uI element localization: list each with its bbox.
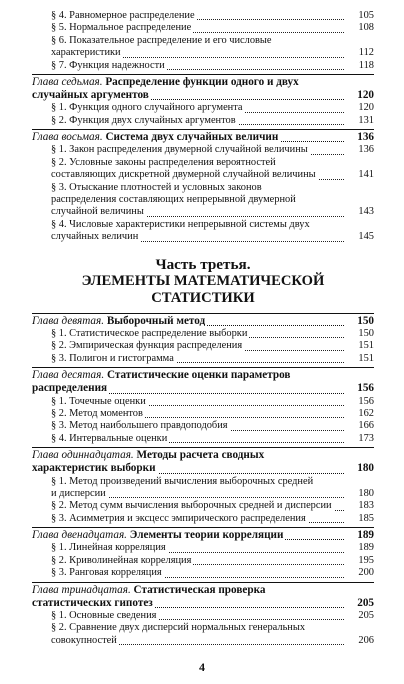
entry-title-line: § 3. Метод наибольшего правдоподобия <box>51 420 228 432</box>
entry-title-line: случайных аргументов <box>32 89 149 102</box>
chapter-label: Глава одиннадцатая. <box>32 449 134 462</box>
entry-title <box>32 131 280 143</box>
toc-chapter-entry <box>32 131 374 144</box>
part-number: Часть третья. <box>155 255 251 273</box>
page-ref: 185 <box>358 512 374 524</box>
entry-title <box>51 420 230 431</box>
entry-title <box>51 476 374 499</box>
page-ref: 173 <box>358 432 374 444</box>
entry-title <box>51 396 148 407</box>
page-ref: 108 <box>358 22 374 34</box>
entry-title <box>32 449 264 474</box>
entry-title-line: § 3. Полигон и гистограмма <box>51 352 174 364</box>
entry-title-line: составляющих дискретной двумерной случайной величины <box>51 169 316 181</box>
page-ref: 166 <box>358 420 374 432</box>
toc-chapter-entry <box>32 315 374 328</box>
toc-section-entry <box>32 353 374 365</box>
entry-title-line: § 2. Функция двух случайных аргументов <box>51 114 236 126</box>
toc-section-entry <box>32 102 374 114</box>
page-ref: 150 <box>357 314 374 327</box>
toc-section-entry <box>32 340 374 352</box>
page-ref: 205 <box>358 610 374 622</box>
entry-title-line: Распределение функции одного и двух <box>105 76 299 89</box>
page-ref: 189 <box>357 529 374 542</box>
page-ref: 151 <box>358 352 374 364</box>
page-ref: 112 <box>358 47 374 59</box>
page-ref: 180 <box>357 462 374 475</box>
toc-section-entry <box>32 182 374 219</box>
entry-title <box>51 115 238 126</box>
entry-title-line: § 3. Ранговая корреляция <box>51 567 162 579</box>
page-ref: 105 <box>358 10 374 21</box>
toc-block-ch11 <box>32 449 374 525</box>
entry-title <box>51 433 169 444</box>
entry-title <box>51 500 334 511</box>
page-ref: 180 <box>358 487 374 499</box>
toc-chapter-entry <box>32 529 374 542</box>
entry-title-line: § 2. Метод сумм вычисления выборочных средней и дисперсии <box>51 500 332 512</box>
entry-title-line: § 5. Нормальное распределение <box>51 22 192 34</box>
toc-section-entry <box>32 622 374 647</box>
entry-title-line: совокупностей <box>51 634 117 646</box>
entry-title-line: § 4. Равномерное распределение <box>51 10 195 21</box>
toc-block-ch6-tail <box>32 10 374 72</box>
entry-title <box>51 182 374 218</box>
toc-section-entry <box>32 219 374 244</box>
entry-title-line: § 2. Сравнение двух дисперсий нормальных генеральных <box>51 622 306 634</box>
entry-title <box>51 353 176 364</box>
chapter-label: Глава тринадцатая. <box>32 583 131 596</box>
entry-title-line: § 6. Показательное распределение и его числовые <box>51 34 272 46</box>
entry-title-line: § 1. Закон распределения двумерной случайной величины <box>51 144 308 156</box>
entry-title-line: распределения <box>32 382 108 395</box>
divider <box>32 447 374 448</box>
toc-section-entry <box>32 433 374 445</box>
entry-title <box>51 622 374 645</box>
entry-title-line: § 1. Линейная корреляция <box>51 542 166 554</box>
entry-title <box>51 610 158 621</box>
toc-block-ch10 <box>32 369 374 445</box>
toc-chapter-entry <box>32 76 374 102</box>
page-ref: 156 <box>357 382 374 395</box>
entry-title <box>51 340 244 351</box>
page-ref: 136 <box>358 144 374 156</box>
toc-chapter-entry <box>32 584 374 610</box>
entry-title <box>51 219 374 242</box>
entry-title-line: Статистическая проверка <box>133 583 266 596</box>
entry-title <box>32 315 207 327</box>
page-ref: 205 <box>357 596 374 609</box>
toc-section-entry <box>32 513 374 525</box>
entry-title <box>51 157 374 180</box>
entry-title-line: § 2. Метод моментов <box>51 407 143 419</box>
entry-title-line: § 1. Функция одного случайного аргумента <box>51 102 243 114</box>
entry-title-line: § 7. Функция надежности <box>51 59 165 71</box>
entry-title <box>51 555 193 566</box>
entry-title <box>51 102 245 113</box>
toc-block-ch12 <box>32 529 374 579</box>
entry-title <box>32 584 265 609</box>
entry-title-line: § 4. Числовые характеристики непрерывной системы двух <box>51 218 310 230</box>
page-ref: 206 <box>358 634 374 646</box>
entry-title-line: Методы расчета сводных <box>136 449 265 462</box>
entry-title-line: характеристики <box>51 47 121 59</box>
entry-title <box>51 408 145 419</box>
toc-section-entry <box>32 60 374 72</box>
entry-title-line: характеристик выборки <box>32 462 156 475</box>
toc-block-ch8 <box>32 131 374 243</box>
toc-section-entry <box>32 500 374 512</box>
toc-section-entry <box>32 476 374 501</box>
page-ref: 183 <box>358 500 374 512</box>
page-number: 4 <box>199 660 205 674</box>
page-ref: 156 <box>358 395 374 407</box>
entry-title <box>51 10 197 21</box>
entry-title-line: § 1. Статистическое распределение выборки <box>51 327 248 339</box>
page-ref: 162 <box>358 407 374 419</box>
chapter-label: Глава десятая. <box>32 369 105 382</box>
page-ref: 120 <box>358 102 374 114</box>
toc-section-entry <box>32 555 374 567</box>
toc-section-entry <box>32 157 374 182</box>
entry-title <box>32 369 290 394</box>
page-ref: 136 <box>357 131 374 144</box>
toc-section-entry <box>32 10 374 22</box>
divider <box>32 74 374 75</box>
entry-title-line: § 3. Асимметрия и эксцесс эмпирического распределения <box>51 512 306 524</box>
entry-title-line: случайных величин <box>51 231 139 243</box>
entry-title-line: § 1. Основные сведения <box>51 610 157 622</box>
divider <box>32 582 374 583</box>
entry-title <box>51 567 164 578</box>
entry-title-line: и дисперсии <box>51 487 106 499</box>
entry-title-line: § 2. Криволинейная корреляция <box>51 554 192 566</box>
entry-title-line: § 3. Отыскание плотностей и условных законов <box>51 181 262 193</box>
entry-title <box>51 513 308 524</box>
toc-section-entry <box>32 420 374 432</box>
entry-title-line: § 2. Условные законы распределения вероятностей <box>51 156 276 168</box>
entry-title <box>51 35 374 58</box>
page-ref: 200 <box>358 567 374 579</box>
page-ref: 151 <box>358 340 374 352</box>
divider <box>32 367 374 368</box>
toc-block-ch9 <box>32 315 374 365</box>
entry-title <box>51 144 310 155</box>
entry-title-line: Статистические оценки параметров <box>106 369 291 382</box>
toc-section-entry <box>32 144 374 156</box>
entry-title <box>51 542 168 553</box>
page-ref: 150 <box>358 327 374 339</box>
chapter-label: Глава седьмая. <box>32 76 103 89</box>
page-ref: 131 <box>358 114 374 126</box>
toc-section-entry <box>32 115 374 127</box>
page-ref: 120 <box>357 89 374 102</box>
entry-title-line: § 1. Точечные оценки <box>51 395 146 407</box>
toc-chapter-entry <box>32 369 374 395</box>
part-title: ЭЛЕМЕНТЫ МАТЕМАТИЧЕСКОЙ СТАТИСТИКИ <box>81 272 325 306</box>
toc-section-entry <box>32 542 374 554</box>
toc-chapter-entry <box>32 449 374 475</box>
entry-title-line: Элементы теории корреляции <box>129 529 284 542</box>
page-ref: 143 <box>358 206 374 218</box>
entry-title-line: распределения составляющих непрерывной двумерной <box>51 194 296 206</box>
entry-title-line: случайной величины <box>51 206 144 218</box>
toc-section-entry <box>32 22 374 34</box>
entry-title <box>32 76 299 101</box>
toc-section-entry <box>32 328 374 340</box>
chapter-label: Глава восьмая. <box>32 131 103 144</box>
page-ref: 145 <box>358 231 374 243</box>
entry-title <box>51 22 193 33</box>
entry-title <box>32 529 285 541</box>
page-ref: 189 <box>358 542 374 554</box>
page-ref: 118 <box>358 59 374 71</box>
entry-title-line: § 2. Эмпирическая функция распределения <box>51 340 243 352</box>
chapter-label: Глава девятая. <box>32 314 105 327</box>
toc-section-entry <box>32 35 374 60</box>
toc-section-entry <box>32 567 374 579</box>
chapter-label: Глава двенадцатая. <box>32 529 127 542</box>
toc-section-entry <box>32 408 374 420</box>
divider <box>32 313 374 314</box>
entry-title <box>51 328 249 339</box>
toc-section-entry <box>32 396 374 408</box>
entry-title-line: Выборочный метод <box>106 314 206 327</box>
entry-title <box>51 60 167 71</box>
entry-title-line: § 4. Интервальные оценки <box>51 432 168 444</box>
page-ref: 141 <box>358 169 374 181</box>
toc-block-ch7 <box>32 76 374 127</box>
entry-title-line: Система двух случайных величин <box>105 131 279 144</box>
toc-block-ch13 <box>32 584 374 648</box>
page-ref: 195 <box>358 554 374 566</box>
toc-section-entry <box>32 610 374 622</box>
entry-title-line: статистических гипотез <box>32 596 153 609</box>
entry-title-line: § 1. Метод произведений вычисления выборочных средней <box>51 475 314 487</box>
